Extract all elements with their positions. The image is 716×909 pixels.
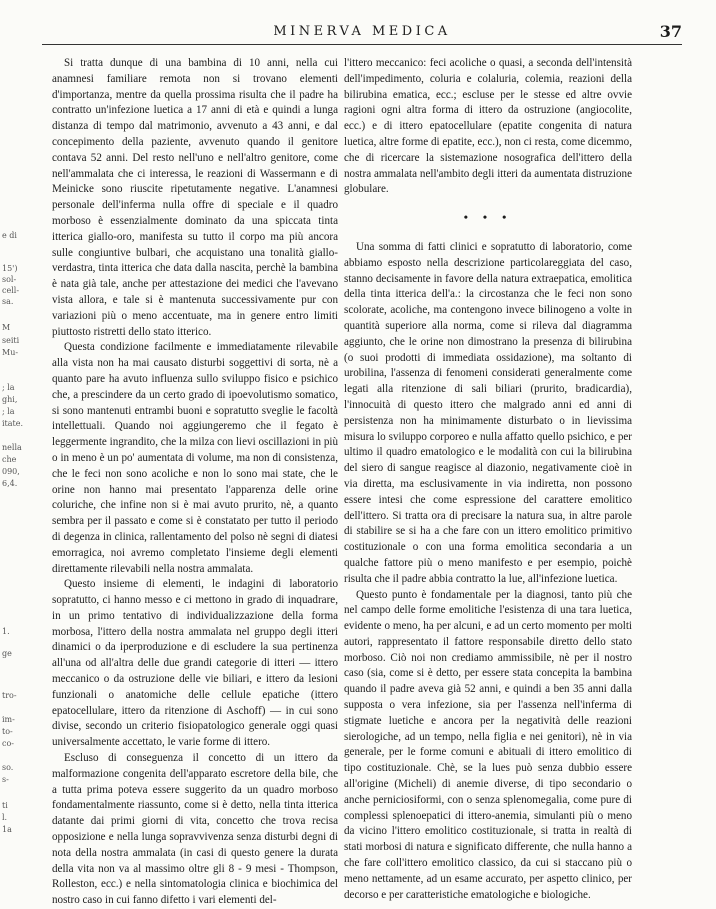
paragraph: Si tratta dunque di una bambina di 10 anni, nella cui anamnesi familiare remota non si trovano elementi d'importanza, mentre da quella prossima risulta che il padre ha contratto un'infezione luetica a 17 anni di età e quindi a lunga distanza di tempo dal matrimonio, avvenuto a 43 anni, e dal concepimento della paziente, avvenuto quando il genitore contava 52 anni. Del resto nell'uno e nell'altro genitore, come nell'ammalata che ci interessa, le reazioni di Wassermann e di Meinicke sono riuscite ripetutamente negative. L'anamnesi personale dell'inferma nulla offre di speciale e il quadro morboso è essenzialmente dominato da una spiccata tinta itterica giallo-oro, manifesta su tutto il corpo ma più ancora sulle congiuntive bulbari, che acquistano una tonalità giallo-verdastra, tinta itterica che data dalla nascita, perchè la bambina è nata già tale, anche per attestazione dei medici che l'avevano vista allora, e tale si è mantenuta successivamente pur con variazioni più o meno accentuate, ma in genere entro limiti piuttosto ristretti dello stato itterico. <box>52 57 338 338</box>
page-number: 37 <box>659 22 682 41</box>
margin-fragment: l. <box>2 813 8 822</box>
margin-fragment: ge <box>2 649 12 658</box>
paragraph: Questa condizione facilmente e immediatamente rilevabile alla vista non ha mai causato disturbi soggettivi di sorta, nè a quanto pare ha avuto influenza sullo sviluppo fisico e psichico che, a prescindere da un certo grado di ipoevolutismo somatico, si sono mantenuti entrambi buoni e sopratutto sveglie le facoltà intellettuali. Quando noi aggiungeremo che il fegato è leggermente ingrandito, che la milza con lievi oscillazioni in più o in meno è un po' aumentata di volume, ma non di consistenza, che le feci non sono acoliche e non lo sono mai state, che le orine non hanno mai presentato l'apparenza delle orine coluriche, che infine non si è mai avuto prurito, nè, a quanto sembra per il passato e come si è constatato per tutto il periodo di degenza in clinica, rallentamento del polso nè segni di diatesi emorragica, noi avremo completato l'insieme degli elementi direttamente rilevabili nella nostra ammalata. <box>52 341 338 575</box>
margin-fragment: so. <box>2 763 14 772</box>
margin-fragment: 1a <box>2 825 12 834</box>
left-column <box>52 56 338 909</box>
margin-fragment: nella <box>2 443 22 452</box>
margin-fragment: ; la <box>2 407 15 416</box>
margin-fragment: 090, <box>2 467 20 476</box>
margin-fragment: to- <box>2 727 13 736</box>
margin-fragment: ti <box>2 801 8 810</box>
margin-fragment: s- <box>2 775 9 784</box>
paragraph: Una somma di fatti clinici e sopratutto di laboratorio, come abbiamo esposto nella descrizione particolareggiata del caso, stanno decisamente in favore della natura extraepatica, emolitica della tinta itterica dell'a.: la circostanza che le feci non sono scolorate, acoliche, ma contengono invece bilinogeno a volte in quantità superiore alla norma, come si rileva dal diagramma aggiunto, che le orine non dimostrano la presenza di bilirubina (o suoi prodotti di immediata ossidazione), ma soltanto di urobilina, l'assenza di fenomeni considerati generalmente come legati alla ritenzione di sali biliari (prurito, bradicardia), l'innocuità di questo ittero che malgrado anni ed anni di persistenza non ha minimamente disturbato o in lievissima misura lo sviluppo corporeo e nulla affatto quello psichico, e per ultimo il quadro ematologico e le modalità con cui la bilirubina del siero di sangue reagisce al diazonio, negativamente cioè in via diretta, ma esclusivamente in via indiretta, non possono essere intesi che come espressione del carattere emolitico dell'ittero. Si tratta ora di precisare la natura sua, in altre parole di stabilire se si ha a che fare con un ittero emolitico primitivo costituzionale o con una forma emolitica secondaria a un qualche fattore più o meno manifesto e per esempio, poichè risulta che il padre abbia contratto la lue, all'infezione luetica. <box>344 240 632 585</box>
margin-fragment: im- <box>2 715 15 724</box>
section-divider: • • • <box>463 210 513 225</box>
paragraph: Escluso di conseguenza il concetto di un ittero da malformazione congenita dell'apparato escretore della bile, che a tutta prima poteva essere suggerito da un quadro morboso fondamentalmente riassunto, come si è detto, nella tinta itterica datante dai primi giorni di vita, concetto che trova recisa opposizione e nella lunga sopravvivenza senza disturbi degni di nota della nostra ammalata (in casi di questo genere la durata della vita non va al massimo oltre gli 8 - 9 mesi - Thompson, Rolleston, ecc.) e nella sintomatologia clinica e biochimica del nostro caso in cui fanno difetto i vari elementi del- <box>52 752 338 907</box>
margin-fragment: cell- <box>2 286 20 295</box>
margin-fragment: ghi, <box>2 395 18 404</box>
margin-fragment: e di <box>2 231 17 240</box>
margin-fragment: che <box>2 455 17 464</box>
margin-fragment: co- <box>2 739 14 748</box>
margin-fragment: sa. <box>2 297 14 306</box>
journal-title: MINERVA MEDICA <box>273 24 451 39</box>
margin-fragment: 6,4. <box>2 479 18 488</box>
margin-fragment: ; la <box>2 383 15 392</box>
right-column <box>344 56 632 903</box>
running-header <box>42 22 682 45</box>
adjacent-page-margin <box>2 160 22 860</box>
margin-fragment: M <box>2 323 11 332</box>
margin-fragment: Mu- <box>2 348 19 357</box>
margin-fragment: seiti <box>2 336 20 345</box>
margin-fragment: 1. <box>2 627 10 636</box>
margin-fragment: itate. <box>2 419 24 428</box>
paragraph: Questo punto è fondamentale per la diagnosi, tanto più che nel campo delle forme emolitiche l'esistenza di una tara luetica, evidente o meno, ha per alcuni, e ad un certo momento per molti autori, rappresentato il fattore responsabile diretto dello stato morboso. Ciò noi non crediamo ammissibile, nè per il nostro caso (sia, come si è detto, per essere stata concepita la bambina quando il padre aveva già 52 anni, e quindi a ben 35 anni dalla supposta o vera infezione, sia per l'assenza nell'inferma di stigmate luetiche e ancora per la negatività delle reazioni sierologiche, ad un tempo, nella figlia e nei genitori), nè in via generale, per le forme comuni e abituali di ittero emolitico di tipo costituzionale. Chè, se la lues può senza dubbio essere all'origine (Micheli) di anemie diverse, di tipo secondario o anche perniciosiformi, con o senza splenomegalia, come pure di complessi splenoepatici di ittero-anemia, simulanti più o meno da vicino l'ittero emolitico costituzionale, si tratta in realtà di stati morbosi di natura e significato differente, che nulla hanno a che fare coll'ittero emolitico classico, da cui si staccano più o meno nettamente, ad un esame accurato, per aspetto clinico, per decorso e per caratteristiche ematologiche e biologiche. <box>344 588 632 901</box>
margin-fragment: 15') <box>2 264 18 273</box>
margin-fragment: sol- <box>2 275 17 284</box>
margin-fragment: tro- <box>2 691 17 700</box>
paragraph-continuation: l'ittero meccanico: feci acoliche o quasi, a seconda dell'intensità dell'impedimento, coluria e colaluria, colemia, reazioni della bilirubina ematica, ecc.; escluse per le stesse ed altre ovvie ragioni ogni altra forma di ittero da ostruzione (angiocolite, ecc.) e di ittero epatocellulare (epatite congenita di natura luetica, altre forme di epatite, ecc.), non ci resta, come dicemmo, che di ricercare la sistemazione nosografica dell'ittero della nostra ammalata nell'ambito degli itteri da aumentata distruzione globulare. <box>344 57 632 196</box>
paragraph: Questo insieme di elementi, le indagini di laboratorio sopratutto, ci hanno messo e ci mettono in grado di inquadrare, in un primo tentativo di individualizzazione della forma morbosa, l'ittero della nostra ammalata nel gruppo degli itteri dinamici o da iperproduzione e di escludere la sua pertinenza all'una od all'altra delle due grandi categorie di itteri — ittero meccanico o da ostruzione delle vie biliari, e ittero da lesioni funzionali o anatomiche delle cellule epatiche (ittero epatocellulare, ittero da ritenzione di Aschoff) — in cui sono divise, secondo un criterio fisiopatologico generale oggi quasi universalmente accettato, le varie forme di ittero. <box>52 578 338 749</box>
